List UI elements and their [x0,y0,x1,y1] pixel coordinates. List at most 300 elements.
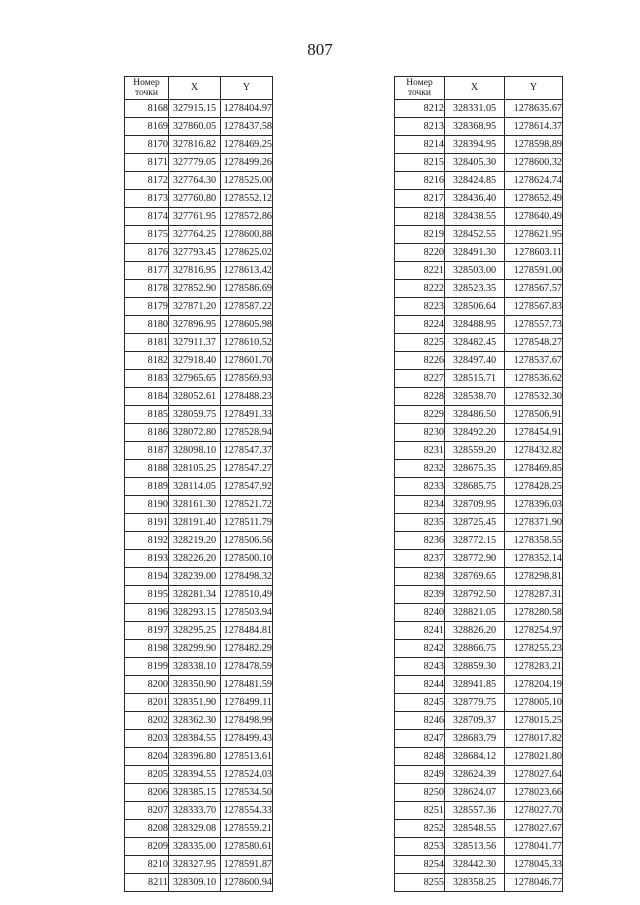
y-coordinate-cell: 1278605.98 [221,316,273,334]
x-coordinate-cell: 327779.05 [169,154,221,172]
table-row [125,406,273,424]
y-coordinate-cell: 1278548.27 [505,334,563,352]
point-number-cell: 8237 [395,550,445,568]
table-row [395,280,563,298]
point-number-cell: 8232 [395,460,445,478]
table-row [395,154,563,172]
x-coordinate-cell: 328523.35 [445,280,505,298]
x-coordinate-cell: 328683.79 [445,730,505,748]
header-point-line-2: точки [134,88,158,98]
x-coordinate-cell: 328191.40 [169,514,221,532]
point-number-cell: 8209 [125,838,169,856]
x-coordinate-cell: 327793.45 [169,244,221,262]
point-number-cell: 8229 [395,406,445,424]
point-number-cell: 8217 [395,190,445,208]
point-number-cell: 8205 [125,766,169,784]
table-row [395,478,563,496]
x-coordinate-cell: 328859.30 [445,658,505,676]
point-number-cell: 8173 [125,190,169,208]
table-row [395,226,563,244]
table-row [395,676,563,694]
table-row [125,568,273,586]
point-number-cell: 8224 [395,316,445,334]
x-coordinate-cell: 328772.15 [445,532,505,550]
table-row [395,586,563,604]
point-number-cell: 8234 [395,496,445,514]
table-row [395,550,563,568]
x-coordinate-cell: 328338.10 [169,658,221,676]
x-coordinate-cell: 328675.35 [445,460,505,478]
y-coordinate-cell: 1278041.77 [505,838,563,856]
point-number-cell: 8196 [125,604,169,622]
point-number-cell: 8236 [395,532,445,550]
x-coordinate-cell: 328709.37 [445,712,505,730]
x-coordinate-cell: 328486.50 [445,406,505,424]
point-number-cell: 8248 [395,748,445,766]
point-number-cell: 8242 [395,640,445,658]
table-row [125,658,273,676]
x-coordinate-cell: 328438.55 [445,208,505,226]
table-row [395,334,563,352]
y-coordinate-cell: 1278454.91 [505,424,563,442]
header-point-number [395,77,445,100]
y-coordinate-cell: 1278603.11 [505,244,563,262]
table-row [125,730,273,748]
point-number-cell: 8199 [125,658,169,676]
table-row [395,874,563,892]
y-coordinate-cell: 1278469.25 [221,136,273,154]
table-row [125,172,273,190]
table-row [125,316,273,334]
x-coordinate-cell: 328792.50 [445,586,505,604]
x-coordinate-cell: 328327.95 [169,856,221,874]
y-coordinate-cell: 1278287.31 [505,586,563,604]
x-coordinate-cell: 328488.95 [445,316,505,334]
table-row [125,298,273,316]
table-row [395,262,563,280]
x-coordinate-cell: 328226.20 [169,550,221,568]
table-row [125,478,273,496]
y-coordinate-cell: 1278005.10 [505,694,563,712]
table-row [395,388,563,406]
y-coordinate-cell: 1278559.21 [221,820,273,838]
point-number-cell: 8187 [125,442,169,460]
y-coordinate-cell: 1278601.70 [221,352,273,370]
y-coordinate-cell: 1278352.14 [505,550,563,568]
y-coordinate-cell: 1278371.90 [505,514,563,532]
y-coordinate-cell: 1278396.03 [505,496,563,514]
point-number-cell: 8231 [395,442,445,460]
point-number-cell: 8216 [395,172,445,190]
point-number-cell: 8246 [395,712,445,730]
point-number-cell: 8206 [125,784,169,802]
point-number-cell: 8183 [125,370,169,388]
point-number-cell: 8240 [395,604,445,622]
point-number-cell: 8245 [395,694,445,712]
y-coordinate-cell: 1278298.81 [505,568,563,586]
table-row [125,712,273,730]
x-coordinate-cell: 328309.10 [169,874,221,892]
y-coordinate-cell: 1278587.22 [221,298,273,316]
point-number-cell: 8225 [395,334,445,352]
table-row [395,316,563,334]
table-row [125,748,273,766]
y-coordinate-cell: 1278621.95 [505,226,563,244]
point-number-cell: 8192 [125,532,169,550]
y-coordinate-cell: 1278478.59 [221,658,273,676]
y-coordinate-cell: 1278614.37 [505,118,563,136]
table-row [125,694,273,712]
table-row [395,352,563,370]
table-row [125,766,273,784]
table-row [395,856,563,874]
x-coordinate-cell: 328779.75 [445,694,505,712]
table-row [395,424,563,442]
y-coordinate-cell: 1278624.74 [505,172,563,190]
point-number-cell: 8171 [125,154,169,172]
point-number-cell: 8198 [125,640,169,658]
point-number-cell: 8193 [125,550,169,568]
point-number-cell: 8177 [125,262,169,280]
header-row [125,77,273,100]
y-coordinate-cell: 1278432.82 [505,442,563,460]
x-coordinate-cell: 328331.05 [445,100,505,118]
x-coordinate-cell: 328396.80 [169,748,221,766]
table-row [125,226,273,244]
y-coordinate-cell: 1278499.11 [221,694,273,712]
table-row [395,496,563,514]
y-coordinate-cell: 1278591.87 [221,856,273,874]
x-coordinate-cell: 327761.95 [169,208,221,226]
table-row [125,190,273,208]
table-row [125,442,273,460]
y-coordinate-cell: 1278045.33 [505,856,563,874]
point-number-cell: 8238 [395,568,445,586]
x-coordinate-cell: 328559.20 [445,442,505,460]
table-row [125,532,273,550]
point-number-cell: 8253 [395,838,445,856]
x-coordinate-cell: 327816.82 [169,136,221,154]
point-number-cell: 8213 [395,118,445,136]
x-coordinate-cell: 328072.80 [169,424,221,442]
x-coordinate-cell: 328506.64 [445,298,505,316]
y-coordinate-cell: 1278437.58 [221,118,273,136]
y-coordinate-cell: 1278511.79 [221,514,273,532]
y-coordinate-cell: 1278528.94 [221,424,273,442]
x-coordinate-cell: 328424.85 [445,172,505,190]
table-row [125,874,273,892]
point-number-cell: 8218 [395,208,445,226]
y-coordinate-cell: 1278521.72 [221,496,273,514]
x-coordinate-cell: 328442.30 [445,856,505,874]
y-coordinate-cell: 1278525.00 [221,172,273,190]
table-row [395,172,563,190]
table-row [125,136,273,154]
x-coordinate-cell: 328482.45 [445,334,505,352]
y-coordinate-cell: 1278204.19 [505,676,563,694]
table-row [125,622,273,640]
point-number-cell: 8219 [395,226,445,244]
table-row [125,208,273,226]
x-coordinate-cell: 328941.85 [445,676,505,694]
y-coordinate-cell: 1278532.30 [505,388,563,406]
table-row [395,748,563,766]
x-coordinate-cell: 328394.55 [169,766,221,784]
point-number-cell: 8182 [125,352,169,370]
point-number-cell: 8180 [125,316,169,334]
table-row [395,838,563,856]
table-row [395,694,563,712]
y-coordinate-cell: 1278498.32 [221,568,273,586]
table-row [395,208,563,226]
table-row [125,856,273,874]
table-row [125,496,273,514]
point-number-cell: 8181 [125,334,169,352]
y-coordinate-cell: 1278572.86 [221,208,273,226]
y-coordinate-cell: 1278027.70 [505,802,563,820]
y-coordinate-cell: 1278358.55 [505,532,563,550]
y-coordinate-cell: 1278469.85 [505,460,563,478]
x-coordinate-cell: 328452.55 [445,226,505,244]
point-number-cell: 8175 [125,226,169,244]
point-number-cell: 8172 [125,172,169,190]
table-row [125,388,273,406]
point-number-cell: 8178 [125,280,169,298]
x-coordinate-cell: 328335.00 [169,838,221,856]
table-row [125,100,273,118]
point-number-cell: 8203 [125,730,169,748]
point-number-cell: 8195 [125,586,169,604]
table-row [125,424,273,442]
table-row [125,280,273,298]
x-coordinate-cell: 327760.80 [169,190,221,208]
table-row [125,514,273,532]
y-coordinate-cell: 1278027.67 [505,820,563,838]
y-coordinate-cell: 1278484.81 [221,622,273,640]
point-number-cell: 8241 [395,622,445,640]
x-coordinate-cell: 328098.10 [169,442,221,460]
x-coordinate-cell: 328772.90 [445,550,505,568]
point-number-cell: 8233 [395,478,445,496]
point-number-cell: 8208 [125,820,169,838]
table-row [395,532,563,550]
table-row [125,676,273,694]
x-coordinate-cell: 328114.05 [169,478,221,496]
y-coordinate-cell: 1278537.67 [505,352,563,370]
x-coordinate-cell: 327871.20 [169,298,221,316]
point-number-cell: 8201 [125,694,169,712]
x-coordinate-cell: 328684.12 [445,748,505,766]
coordinates-table-left [124,76,273,892]
point-number-cell: 8202 [125,712,169,730]
point-number-cell: 8200 [125,676,169,694]
table-row [125,784,273,802]
table-row [395,406,563,424]
y-coordinate-cell: 1278254.97 [505,622,563,640]
table-row [125,820,273,838]
point-number-cell: 8223 [395,298,445,316]
y-coordinate-cell: 1278598.89 [505,136,563,154]
y-coordinate-cell: 1278283.21 [505,658,563,676]
x-coordinate-cell: 328685.75 [445,478,505,496]
point-number-cell: 8220 [395,244,445,262]
y-coordinate-cell: 1278404.97 [221,100,273,118]
point-number-cell: 8244 [395,676,445,694]
y-coordinate-cell: 1278524.03 [221,766,273,784]
y-coordinate-cell: 1278021.80 [505,748,563,766]
point-number-cell: 8197 [125,622,169,640]
header-row [395,77,563,100]
y-coordinate-cell: 1278640.49 [505,208,563,226]
table-row [125,640,273,658]
x-coordinate-cell: 327915.15 [169,100,221,118]
table-row [125,118,273,136]
y-coordinate-cell: 1278488.23 [221,388,273,406]
table-header [395,77,563,100]
y-coordinate-cell: 1278481.59 [221,676,273,694]
point-number-cell: 8228 [395,388,445,406]
y-coordinate-cell: 1278513.61 [221,748,273,766]
table-row [125,550,273,568]
y-coordinate-cell: 1278017.82 [505,730,563,748]
point-number-cell: 8179 [125,298,169,316]
point-number-cell: 8176 [125,244,169,262]
point-number-cell: 8184 [125,388,169,406]
x-coordinate-cell: 328624.39 [445,766,505,784]
x-coordinate-cell: 328497.40 [445,352,505,370]
x-coordinate-cell: 328513.56 [445,838,505,856]
y-coordinate-cell: 1278482.29 [221,640,273,658]
x-coordinate-cell: 328299.90 [169,640,221,658]
table-row [395,100,563,118]
table-row [125,802,273,820]
x-coordinate-cell: 327764.30 [169,172,221,190]
y-coordinate-cell: 1278510.49 [221,586,273,604]
y-coordinate-cell: 1278554.33 [221,802,273,820]
table-row [125,838,273,856]
x-coordinate-cell: 328368.95 [445,118,505,136]
x-coordinate-cell: 328725.45 [445,514,505,532]
y-coordinate-cell: 1278498.99 [221,712,273,730]
y-coordinate-cell: 1278536.62 [505,370,563,388]
point-number-cell: 8215 [395,154,445,172]
x-coordinate-cell: 328557.36 [445,802,505,820]
x-coordinate-cell: 328351.90 [169,694,221,712]
header-point-line-2: точки [407,88,431,98]
header-point-line-1: Номер [406,78,433,88]
header-point-line-1: Номер [133,78,160,88]
header-x: X [445,77,505,100]
y-coordinate-cell: 1278499.43 [221,730,273,748]
x-coordinate-cell: 328492.20 [445,424,505,442]
y-coordinate-cell: 1278600.32 [505,154,563,172]
x-coordinate-cell: 328385.15 [169,784,221,802]
y-coordinate-cell: 1278280.58 [505,604,563,622]
x-coordinate-cell: 328333.70 [169,802,221,820]
table-row [125,352,273,370]
y-coordinate-cell: 1278023.66 [505,784,563,802]
table-row [395,622,563,640]
y-coordinate-cell: 1278255.23 [505,640,563,658]
point-number-cell: 8186 [125,424,169,442]
point-number-cell: 8194 [125,568,169,586]
x-coordinate-cell: 328491.30 [445,244,505,262]
point-number-cell: 8185 [125,406,169,424]
header-y: Y [221,77,273,100]
x-coordinate-cell: 328350.90 [169,676,221,694]
y-coordinate-cell: 1278506.56 [221,532,273,550]
table-row [395,766,563,784]
x-coordinate-cell: 328281.34 [169,586,221,604]
point-number-cell: 8168 [125,100,169,118]
x-coordinate-cell: 328384.55 [169,730,221,748]
table-row [395,820,563,838]
y-coordinate-cell: 1278547.27 [221,460,273,478]
point-number-cell: 8249 [395,766,445,784]
point-number-cell: 8255 [395,874,445,892]
point-number-cell: 8189 [125,478,169,496]
table-row [395,784,563,802]
y-coordinate-cell: 1278613.42 [221,262,273,280]
x-coordinate-cell: 327764.25 [169,226,221,244]
point-number-cell: 8204 [125,748,169,766]
table-row [395,568,563,586]
y-coordinate-cell: 1278499.26 [221,154,273,172]
y-coordinate-cell: 1278652.49 [505,190,563,208]
table-row [395,244,563,262]
x-coordinate-cell: 328503.00 [445,262,505,280]
y-coordinate-cell: 1278506.91 [505,406,563,424]
x-coordinate-cell: 328329.08 [169,820,221,838]
x-coordinate-cell: 328826.20 [445,622,505,640]
x-coordinate-cell: 328405.30 [445,154,505,172]
x-coordinate-cell: 328219.20 [169,532,221,550]
point-number-cell: 8235 [395,514,445,532]
point-number-cell: 8230 [395,424,445,442]
table-row [125,586,273,604]
y-coordinate-cell: 1278569.93 [221,370,273,388]
x-coordinate-cell: 328548.55 [445,820,505,838]
y-coordinate-cell: 1278534.50 [221,784,273,802]
x-coordinate-cell: 328052.61 [169,388,221,406]
table-row [125,604,273,622]
y-coordinate-cell: 1278580.61 [221,838,273,856]
point-number-cell: 8210 [125,856,169,874]
header-y: Y [505,77,563,100]
point-number-cell: 8226 [395,352,445,370]
x-coordinate-cell: 328394.95 [445,136,505,154]
header-point-number [125,77,169,100]
page-number: 807 [307,40,333,59]
point-number-cell: 8211 [125,874,169,892]
y-coordinate-cell: 1278552.12 [221,190,273,208]
table-row [125,334,273,352]
x-coordinate-cell: 327816.95 [169,262,221,280]
point-number-cell: 8169 [125,118,169,136]
table-row [395,298,563,316]
point-number-cell: 8191 [125,514,169,532]
x-coordinate-cell: 328866.75 [445,640,505,658]
point-number-cell: 8214 [395,136,445,154]
x-coordinate-cell: 328161.30 [169,496,221,514]
table-row [395,190,563,208]
table-row [125,244,273,262]
table-row [395,460,563,478]
header-x: X [169,77,221,100]
y-coordinate-cell: 1278015.25 [505,712,563,730]
y-coordinate-cell: 1278428.25 [505,478,563,496]
x-coordinate-cell: 328362.30 [169,712,221,730]
